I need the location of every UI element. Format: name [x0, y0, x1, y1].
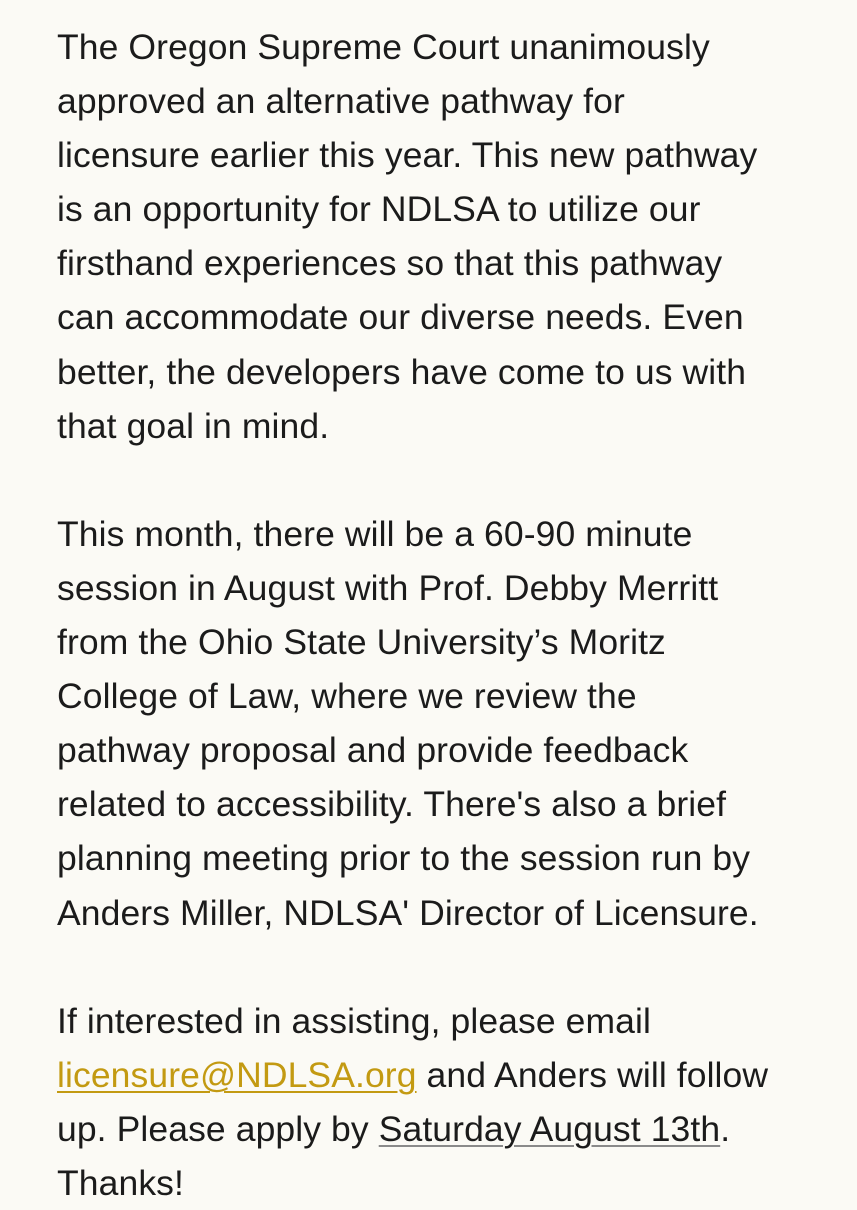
- paragraph-line: better, the developers have come to us with: [57, 351, 747, 392]
- paragraph-line: firsthand experiences so that this pathway: [57, 243, 723, 284]
- paragraph-line: This month, there will be a 60-90 minute: [57, 513, 693, 554]
- paragraph-line: related to accessibility. There's also a brief: [57, 784, 727, 825]
- paragraph-line: licensure earlier this year. This new pathway: [57, 135, 758, 176]
- period-text: .: [720, 1108, 731, 1149]
- paragraph-line: [57, 1102, 817, 1156]
- paragraph-line: approved an alternative pathway for: [57, 81, 625, 122]
- paragraph-line: that goal in mind.: [57, 405, 330, 446]
- paragraph-line: planning meeting prior to the session run by: [57, 838, 751, 879]
- paragraph-line: can accommodate our diverse needs. Even: [57, 297, 744, 338]
- paragraph-spacer: [57, 940, 817, 994]
- paragraph-line: The Oregon Supreme Court unanimously: [57, 27, 710, 67]
- paragraph-2: [57, 507, 817, 940]
- paragraph-line: If interested in assisting, please email: [57, 1000, 651, 1041]
- paragraph-3: [57, 994, 817, 1210]
- paragraph-1: [57, 20, 817, 453]
- paragraph-line: [57, 1048, 817, 1102]
- apply-by-text: up. Please apply by: [57, 1108, 379, 1149]
- paragraph-line: Anders Miller, NDLSA' Director of Licensure.: [57, 892, 759, 933]
- deadline-date-link[interactable]: Saturday August 13th: [378, 1108, 721, 1149]
- email-link[interactable]: licensure@NDLSA.org: [57, 1054, 417, 1095]
- paragraph-line: pathway proposal and provide feedback: [57, 730, 689, 771]
- note-body: [57, 20, 817, 1210]
- paragraph-line: from the Ohio State University’s Moritz: [57, 622, 666, 663]
- paragraph-line: Thanks!: [57, 1162, 184, 1203]
- email-trailing-text: and Anders will follow: [416, 1054, 769, 1095]
- paragraph-line: is an opportunity for NDLSA to utilize our: [57, 189, 701, 230]
- paragraph-line: session in August with Prof. Debby Merritt: [57, 567, 719, 608]
- paragraph-spacer: [57, 453, 817, 507]
- paragraph-line: College of Law, where we review the: [57, 676, 637, 717]
